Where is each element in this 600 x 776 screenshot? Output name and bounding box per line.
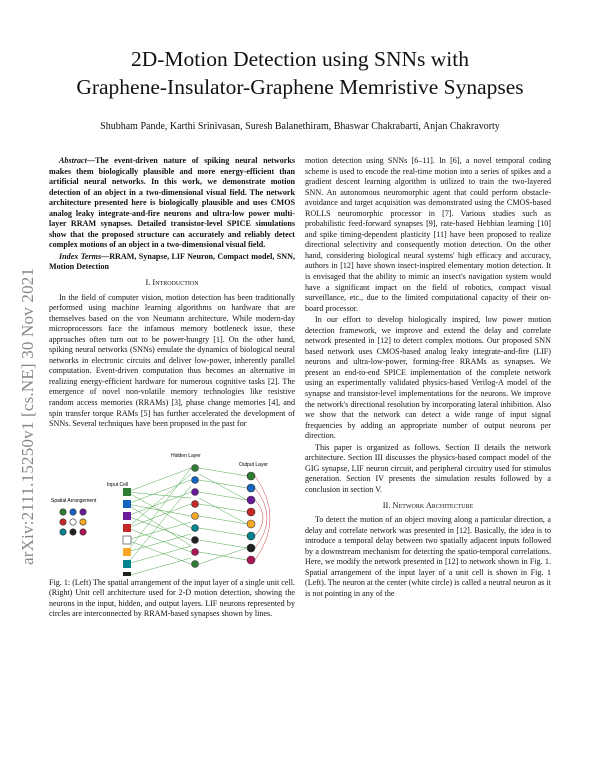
arxiv-identifier[interactable]: arXiv:2111.15250v1 [cs.NE] 30 Nov 2021 (18, 267, 37, 565)
output-neuron (247, 520, 255, 528)
label-input-cell: Input Cell (107, 481, 129, 488)
figure-1 (49, 436, 295, 576)
hidden-neuron (192, 476, 199, 483)
abstract-label: Abstract (59, 156, 87, 165)
output-neuron (247, 556, 255, 564)
input-neuron (123, 536, 131, 544)
output-neuron (247, 544, 255, 552)
input-neuron (123, 500, 131, 508)
hidden-neuron (192, 524, 199, 531)
intro-paragraph: In the field of computer vision, motion detection has been traditionally performed using machine learning algorithms on hardware that are themselves based on the von Neumann architecture. While modern-day microprocessors face the infamous memory bottleneck issue, these approaches often turn out to be power-hungry [1]. On the other hand, spiking neural networks (SNNs) emulate the dynamics of biological neural networks in electronic circuits and deliver low-power, inherently parallel computation. Event-driven computation thus becomes an alternative in realizing energy-efficient hardware for numerous cognitive tasks [2]. The emergence of novel non-volatile memory technologies like resistive random access memories (RRAMs) [3], phase change memories [4], and spin transfer torque RAMs [5] has further accelerated the development of SNNs. Several techniques have been proposed in the past for (49, 292, 295, 429)
abstract (49, 156, 295, 251)
title-line-2: Graphene-Insulator-Graphene Memristive Synapses (76, 75, 524, 99)
input-neuron (123, 548, 131, 556)
hidden-layer (192, 464, 199, 567)
input-neuron (123, 560, 131, 568)
output-neuron (247, 472, 255, 480)
figure-1-caption: Fig. 1: (Left) The spatial arrangement of the input layer of a single unit cell. (Right) Unit cell architecture used for 2-D motion detection, showing the neurons in the input, hidden, and output layers. LIF neurons represented by circles are interconnected by RRAM-based synapses shown by lines. (49, 577, 295, 619)
label-output-layer: Output Layer (239, 461, 268, 468)
spatial-node (70, 508, 76, 514)
intro-continuation: motion detection using SNNs [6–11]. In [6], a novel temporal coding scheme is used to encode the real-time motion into a series of spikes and a gradient descent learning algorithm is utilized to train the two-layered SNN. An autonomous neuromorphic agent that could perform obstacle-avoidance and target acquisition was demonstrated using the CMOS-based ROLLS neuromorphic processor in [7]. Various studies such as probabilistic feed-forward synapses [9], rate-based Hebbian learning [10] and spike timing-dependent plasticity [11] have been proposed to realize directional selectivity and consequently motion detection. On the other hand, considering biological neural systems' high efficacy and accuracy, authors in [12] have shown insect-inspired elementary motion detection. It is envisaged that the ability to mimic an insect's navigation system would have a significant impact on the field of robotics, compact visual surveillance, etc., due to the limited computational capacity of their on-board processor. (305, 156, 551, 313)
hidden-neuron (192, 500, 199, 507)
label-hidden-layer: Hidden Layer (171, 452, 201, 459)
hidden-neuron (192, 464, 199, 471)
section-heading-introduction: I. Introduction (145, 278, 199, 288)
output-neuron (247, 532, 255, 540)
right-column (305, 156, 551, 600)
left-column (49, 156, 295, 621)
spatial-node (80, 528, 86, 534)
author-list: Shubham Pande, Karthi Srinivasan, Suresh Balanethiram, Bhaswar Chakrabarti, Anjan Chakravorty (100, 121, 500, 132)
intro-paragraph-organization: This paper is organized as follows. Section II details the network architecture. Section III discusses the physics-based compact model of the GIG synapse, LIF neuron circuit, and peripheral circuitry used for stimulus generation. Section IV presents the simulation results followed by a conclusion in section V. (305, 442, 551, 494)
input-neuron (123, 512, 131, 520)
spatial-arrangement-grid (60, 508, 86, 534)
output-neuron (247, 496, 255, 504)
input-neuron (123, 524, 131, 532)
spatial-node (60, 508, 66, 514)
label-spatial-arrangement: Spatial Arrangement (51, 497, 97, 504)
index-terms (49, 252, 295, 273)
hidden-neuron (192, 560, 199, 567)
spatial-node (70, 518, 76, 524)
intro-paragraph-contribution: In our effort to develop biologically inspired, low power motion detection framework, we improve and extend the delay and correlate network presented in [12] to detect complex motions. Our proposed SNN based network uses CMOS-based analog leaky integrate-and-fire (LIF) neurons and ultra-low-power, forming-free RRAMs as synapses. We present an end-to-end SPICE implementation of the complete network using an experimentally validated physics-based Verilog-A model of the synapse and transistor-level implementations for the neurons. We improve the network's directional resolution by incorporating lateral inhibition. Also we show that the network can detect a wide range of input signal frequencies by adding an appropriate number of output neurons per direction. (305, 315, 551, 441)
architecture-paragraph: To detect the motion of an object moving along a particular direction, a delay and correlate network was presented in [12]. Basically, the idea is to introduce a temporal delay between two spatially adjacent inputs followed by a downstream mechanism for detecting the spatio-temporal correlations. Here, we modify the network presented in [12] to network shown in Fig. 1. Spatial arrangement of the input layer of a unit cell is shown in Fig. 1 (Left). The neuron at the center (white circle) is called a neutral neuron as it is not pointing in any of the (305, 515, 551, 598)
section-heading-architecture: II. Network Architecture (382, 500, 474, 510)
output-layer (247, 472, 255, 564)
spatial-node (80, 508, 86, 514)
paper-title (20, 45, 580, 101)
spatial-node (60, 528, 66, 534)
hidden-neuron (192, 536, 199, 543)
input-neuron (123, 572, 131, 576)
input-layer (123, 488, 131, 576)
abstract-text: —The event-driven nature of spiking neural networks makes them biologically plausible and more energy-efficient than artificial neural networks. In this work, we demonstrate motion detection of an object in a two-dimensional visual field. The network architecture presented here is biologically plausible and uses CMOS analog leaky integrate-and-fire neurons and ultra-low power multi-layer RRAM synapses. Detailed transistor-level SPICE simulations show that the proposed structure can accurately and reliably detect complex motions of an object in a two-dimensional visual field. (49, 156, 295, 250)
hidden-neuron (192, 488, 199, 495)
synapse-lines (127, 468, 247, 576)
spatial-node (70, 528, 76, 534)
index-terms-label: Index Terms (59, 251, 102, 261)
output-neuron (247, 484, 255, 492)
inhibition-arcs (255, 476, 270, 560)
network-diagram (49, 436, 295, 576)
hidden-neuron (192, 512, 199, 519)
spatial-node (80, 518, 86, 524)
title-line-1: 2D-Motion Detection using SNNs with (130, 47, 470, 71)
input-neuron (123, 488, 131, 496)
spatial-node (60, 518, 66, 524)
hidden-neuron (192, 548, 199, 555)
index-terms-text: —RRAM, Synapse, LIF Neuron, Compact model, SNN, Motion Detection (49, 251, 295, 272)
output-neuron (247, 508, 255, 516)
